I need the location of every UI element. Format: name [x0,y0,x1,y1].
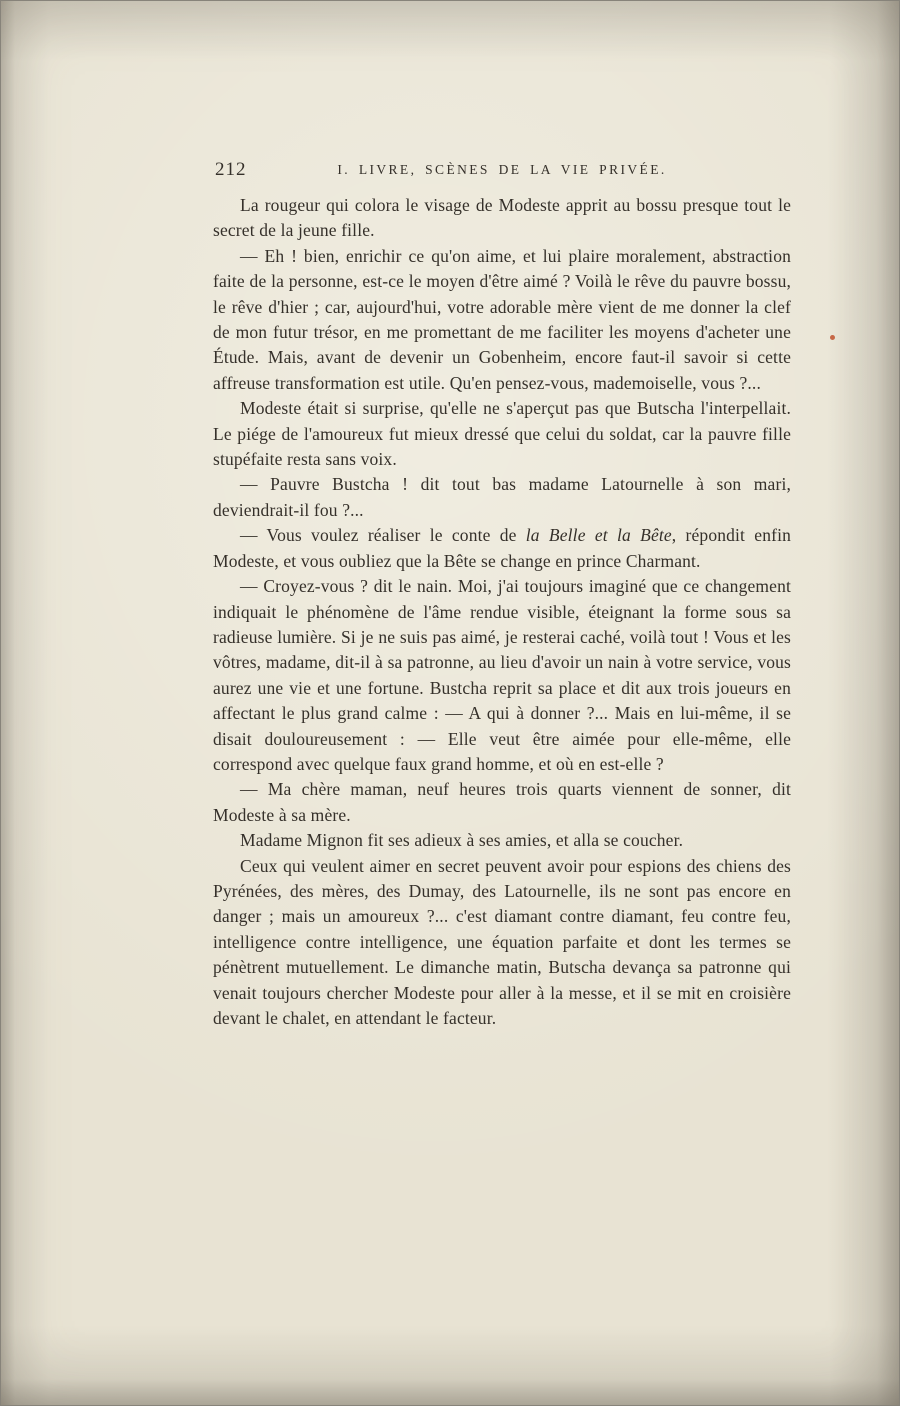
paragraph [213,574,791,777]
text-segment: — Eh ! bien, enrichir ce qu'on aime, et lui plaire moralement, abstraction faite de la personne, est-ce le moyen d'être aimé ? Voilà le rêve du pauvre bossu, le rêve d'hier ; car, aujourd'hui, votre adorable mère vient de me donner la clef de mon futur trésor, en me promettant de me faciliter les moyens d'acheter une Étude. Mais, avant de devenir un Gobenheim, encore faut-il savoir si cette affreuse transformation est utile. Qu'en pensez-vous, mademoiselle, vous ?... [213,245,791,393]
paragraph [213,523,791,574]
text-segment: — Ma chère maman, neuf heures trois quarts viennent de sonner, dit Modeste à sa mère. [213,779,791,825]
running-title: I. LIVRE, SCÈNES DE LA VIE PRIVÉE. [337,162,667,177]
text-segment: — Pauvre Bustcha ! dit tout bas madame Latournelle à son mari, deviendrait-il fou ?... [213,474,791,520]
page-number: 212 [215,159,247,180]
text-segment: Modeste était si surprise, qu'elle ne s'aperçut pas que Butscha l'interpellait. Le piége de l'amoureux fut mieux dressé que celui du soldat, car la pauvre fille stupéfaite resta sans voix. [213,398,791,470]
paragraph [213,193,791,244]
italic-text: la Belle et la Bête [525,525,672,546]
text-block [213,159,791,1031]
paragraph [213,396,791,472]
paragraph [213,777,791,828]
text-segment: — Vous voulez réaliser le conte de [240,525,526,546]
text-segment: — Croyez-vous ? dit le nain. Moi, j'ai toujours imaginé que ce changement indiquait le phénomène de l'âme rendue visible, éteignant la forme sous sa radieuse lumière. Si je ne suis pas aimé, je resterai caché, voilà tout ! Vous et les vôtres, madame, dit-il à sa patronne, au lieu d'avoir un nain à votre service, vous aurez une vie et une fortune. Bustcha reprit sa place et dit aux trois joueurs en affectant le plus grand calme : — A qui à donner ?... Mais en lui-même, il se disait douloureusement : — Elle veut être aimée pour elle-même, elle correspond avec quelque faux grand homme, et où en est-elle ? [213,576,791,774]
text-segment: , répondit enfin Modeste, et vous oubliez que la Bête se change en prince Charmant. [213,525,791,571]
paragraph [213,828,791,853]
page-body [213,193,791,1031]
paragraph [213,244,791,396]
text-segment: Madame Mignon fit ses adieux à ses amies, et alla se coucher. [240,830,684,851]
scan-speck [830,335,835,340]
paragraph [213,854,791,1032]
page-header [213,159,791,193]
text-segment: Ceux qui veulent aimer en secret peuvent avoir pour espions des chiens des Pyrénées, des mères, des Dumay, des Latournelle, ils ne sont pas encore en danger ; mais un amoureux ?... c'est diamant contre diamant, feu contre feu, intelligence contre intelligence, une équation parfaite et dont les termes se pénètrent mutuellement. Le dimanche matin, Butscha devança sa patronne qui venait toujours chercher Modeste pour aller à la messe, et il se mit en croisière devant le chalet, en attendant le facteur. [213,855,791,1028]
text-segment: La rougeur qui colora le visage de Modeste apprit au bossu presque tout le secret de la jeune fille. [213,195,791,241]
paragraph [213,472,791,523]
